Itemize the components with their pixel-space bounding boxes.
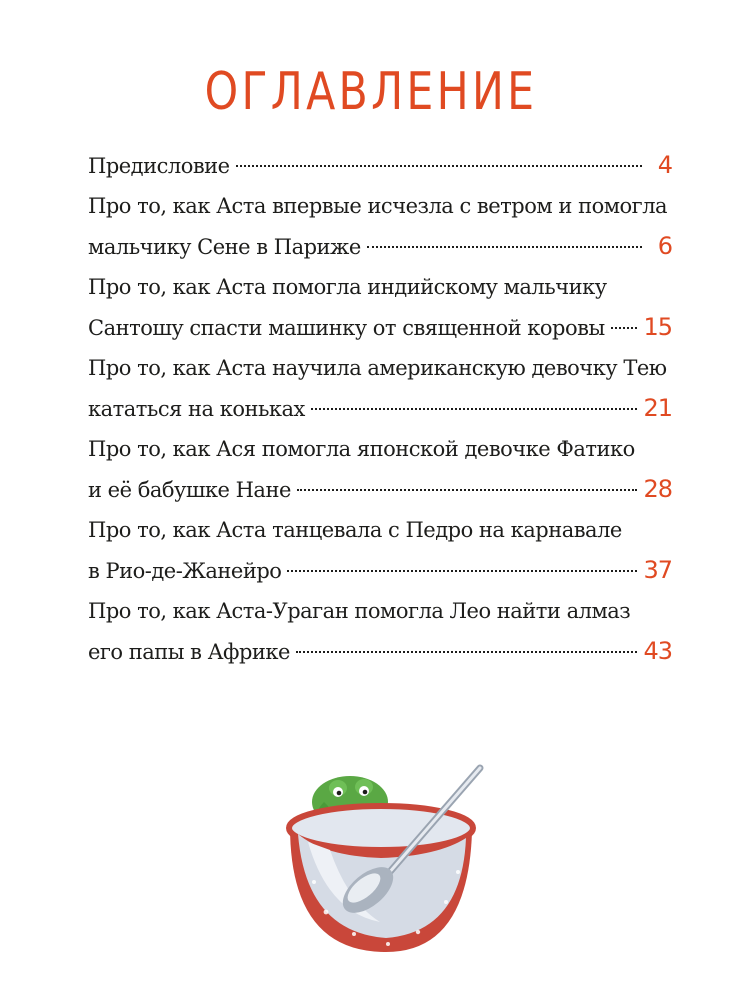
toc-page-number: 15 xyxy=(643,313,672,341)
dot-leader xyxy=(287,570,637,572)
toc-row xyxy=(88,388,672,428)
toc-entry-title-line: Про то, как Аста научила американскую девочку Тею xyxy=(88,356,667,380)
toc-page-number: 28 xyxy=(643,475,672,503)
toc-entry[interactable] xyxy=(88,591,672,671)
toc-entry[interactable] xyxy=(88,348,672,428)
toc-row xyxy=(88,145,672,185)
toc-row xyxy=(88,550,672,590)
toc-entry-title-line: и её бабушке Нане xyxy=(88,478,291,502)
toc-list xyxy=(88,145,672,671)
dot-leader xyxy=(367,246,642,248)
toc-row xyxy=(88,631,672,671)
toc-page-number: 43 xyxy=(643,637,672,665)
toc-entry-title-line: Про то, как Аста помогла индийскому мальчику xyxy=(88,275,607,299)
toc-entry-title-line: кататься на коньках xyxy=(88,397,305,421)
dot-leader xyxy=(296,651,637,653)
frog-in-bowl-illustration xyxy=(268,762,498,962)
toc-page-number: 6 xyxy=(657,232,672,260)
dot-leader xyxy=(236,165,642,167)
toc-page-number: 4 xyxy=(657,151,672,179)
toc-entry[interactable] xyxy=(88,145,672,185)
toc-entry-title-line: его папы в Африке xyxy=(88,640,290,664)
toc-row xyxy=(88,469,672,509)
toc-entry-title-line: Про то, как Ася помогла японской девочке Фатико xyxy=(88,437,635,461)
page-title: ОГЛАВЛЕНИЕ xyxy=(204,62,538,122)
toc-entry[interactable] xyxy=(88,510,672,590)
toc-entry[interactable] xyxy=(88,186,672,266)
toc-entry-title-line: Сантошу спасти машинку от священной коровы xyxy=(88,316,605,340)
toc-row xyxy=(88,307,672,347)
toc-entry-title-line: Про то, как Аста-Ураган помогла Лео найти алмаз xyxy=(88,599,631,623)
toc-entry-title-line: в Рио-де-Жанейро xyxy=(88,559,282,583)
dot-leader xyxy=(611,327,638,329)
toc-entry-title-line: Про то, как Аста впервые исчезла с ветром и помогла xyxy=(88,194,668,218)
dot-leader xyxy=(311,408,638,410)
toc-entry[interactable] xyxy=(88,429,672,509)
dot-leader xyxy=(297,489,638,491)
toc-entry-title-line: Про то, как Аста танцевала с Педро на карнавале xyxy=(88,518,622,542)
toc-entry-title-line: мальчику Сене в Париже xyxy=(88,235,361,259)
toc-row xyxy=(88,226,672,266)
toc-page-number: 21 xyxy=(643,394,672,422)
toc-entry[interactable] xyxy=(88,267,672,347)
toc-page-number: 37 xyxy=(643,556,672,584)
toc-entry-title: Предисловие xyxy=(88,154,230,178)
